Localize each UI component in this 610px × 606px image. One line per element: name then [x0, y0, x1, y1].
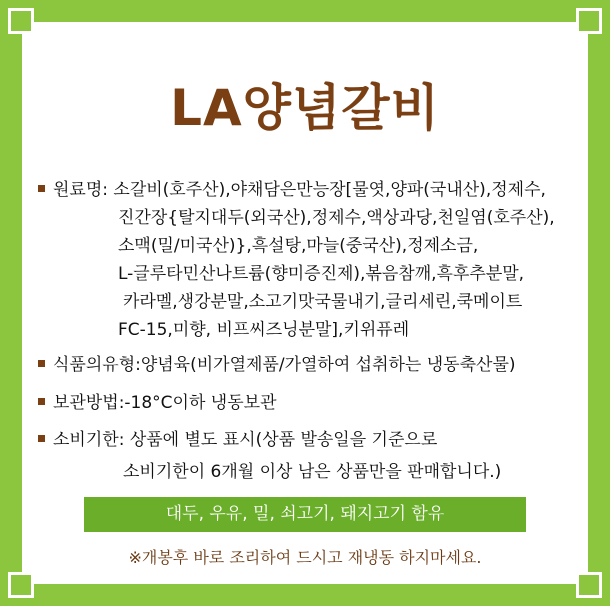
corner-decoration-bottom-right [576, 572, 602, 598]
corner-decoration-bottom-left [8, 572, 34, 598]
corner-decoration-top-right [576, 8, 602, 34]
food-type-text: 식품의유형:양념육(비가열제품/가열하여 섭취하는 냉동축산물) [53, 355, 516, 375]
bullet-icon [38, 185, 45, 192]
expiry-line-2: 소비기한이 6개월 이상 남은 상품만을 판매합니다.) [123, 462, 502, 482]
ingredients-label: 원료명: [53, 180, 114, 200]
bullet-icon [38, 398, 45, 405]
bullet-icon [38, 435, 45, 442]
expiry-line-1: 소비기한: 상품에 별도 표시(상품 발송일을 기준으로 [53, 430, 438, 450]
ingredients-line-3: 소맥(밀/미국산)},흑설탕,마늘(중국산),정제소금, [118, 236, 479, 256]
storage-row [38, 391, 277, 415]
ingredients-line-1: 소갈비(호주산),야채담은만능장[물엿,양파(국내산),정제수, [113, 180, 546, 200]
bullet-icon [38, 360, 45, 367]
cooking-note: ※개봉후 바로 조리하여 드시고 재냉동 하지마세요. [128, 548, 482, 567]
ingredients-line-4: L-글루타민산나트륨(향미증진제),볶음참깨,흑후추분말, [118, 264, 525, 284]
ingredients-line-5: 카라멜,생강분말,소고기맛국물내기,글리세린,쿡메이트 [123, 292, 523, 312]
ingredients-row [38, 178, 546, 202]
ingredients-line-6: FC-15,미향, 비프씨즈닝분말],키위퓨레 [118, 320, 410, 340]
product-title: LA양념갈비 [170, 79, 440, 137]
corner-decoration-top-left [8, 8, 34, 34]
ingredients-line-2: 진간장{탈지대두(외국산),정제수,액상과당,천일염(호주산), [118, 208, 555, 228]
expiry-row [38, 428, 437, 452]
storage-text: 보관방법:-18°C이하 냉동보관 [53, 393, 277, 413]
allergy-banner: 대두, 우유, 밀, 쇠고기, 돼지고기 함유 [84, 497, 526, 532]
food-type-row [38, 353, 516, 377]
